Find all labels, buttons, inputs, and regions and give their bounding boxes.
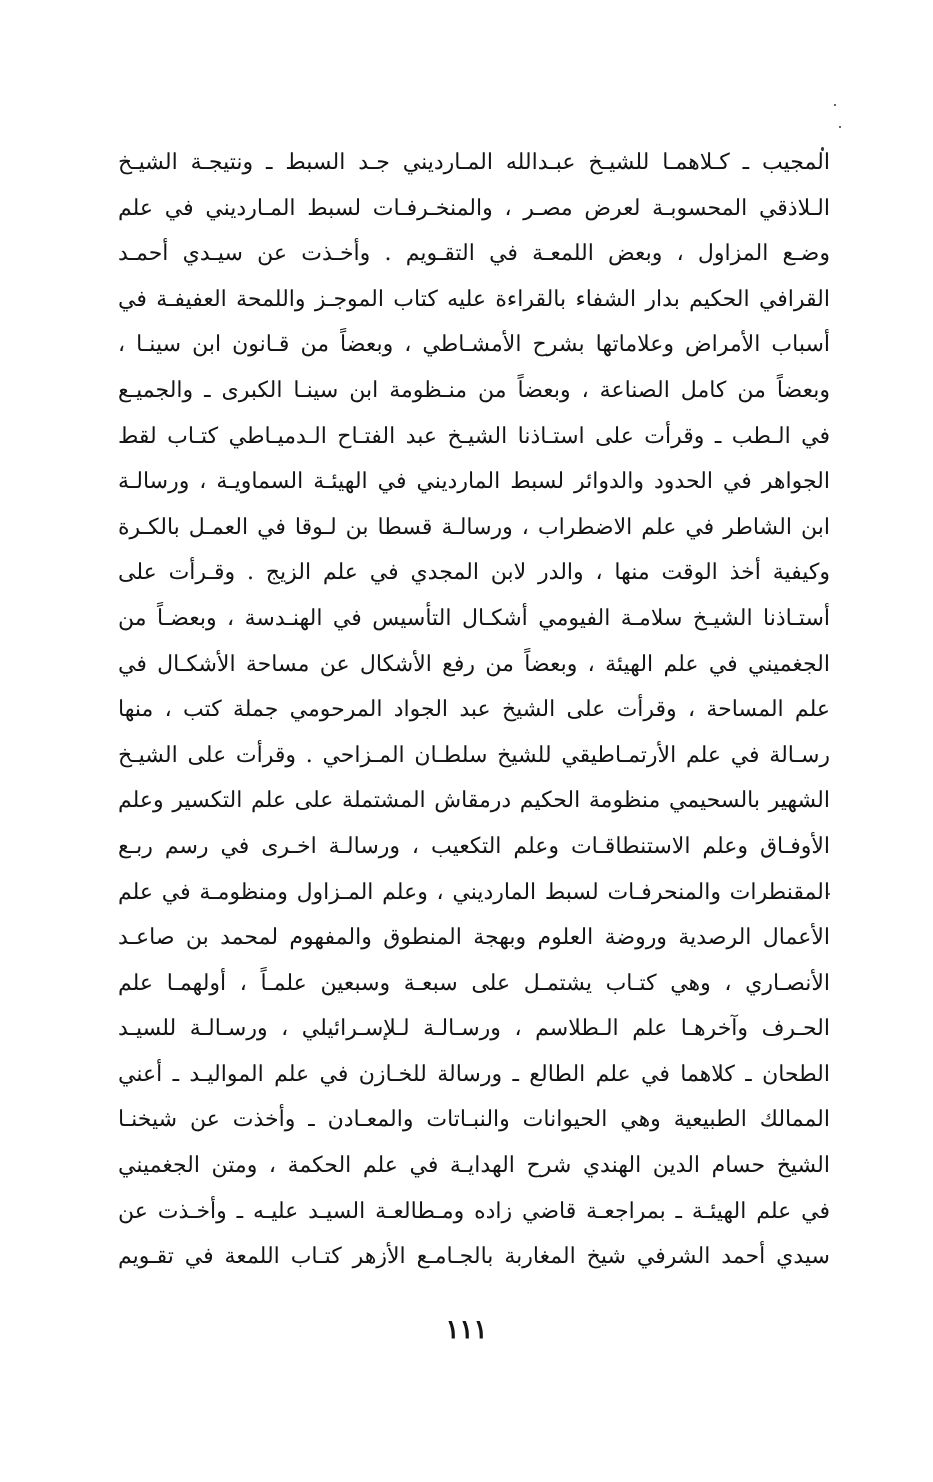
body-text bbox=[118, 140, 830, 1280]
text-line: الطحان ـ كلاهما في علم الطالع ـ ورسالة للخـازن في علم المواليـد ـ أعني bbox=[118, 1061, 830, 1087]
text-line: الأوفـاق وعلم الاستنطاقـات وعلم التكعيب ، ورسالـة اخـرى في رسم ربـع bbox=[118, 833, 830, 859]
text-line: في الـطب ـ وقرأت على استـاذنا الشيـخ عبد الفتـاح الـدميـاطي كتـاب لقط bbox=[118, 423, 830, 449]
text-line: في علم الهيئـة ـ بمراجعـة قاضي زاده ومـطالعـة السيـد عليـه ـ وأخـذت عن bbox=[118, 1198, 830, 1224]
text-line: ابن الشاطر في علم الاضطراب ، ورسالـة قسطا بن لـوقا في العمـل بالكـرة bbox=[118, 514, 830, 540]
text-line: الأعمال الرصدية وروضة العلوم وبهجة المنطوق والمفهوم لمحمد بن صاعـد bbox=[118, 925, 830, 951]
page-number: ١١١ bbox=[445, 1315, 488, 1345]
scan-speck bbox=[839, 126, 841, 128]
text-line: المجيب ـ كـلاهمـا للشيـخ عبـدالله المـارديني جـد السبط ـ ونتيجـة الشيـخ bbox=[118, 150, 830, 175]
text-line: الجواهر في الحدود والدوائر لسبط المارديني في الهيئـة السماويـة ، ورسالـة bbox=[118, 469, 830, 495]
text-line: علم المساحة ، وقرأت على الشيخ عبد الجواد المرحومي جملة كتب ، منها bbox=[118, 697, 830, 723]
text-line: القرافي الحكيم بدار الشفاء بالقراءة عليه كتاب الموجـز واللمحة العفيفـة في bbox=[118, 286, 830, 312]
text-line: وكيفية أخذ الوقت منها ، والدر لابن المجدي في علم الزيج . وقـرأت على bbox=[118, 560, 830, 586]
text-line: الجغميني في علم الهيئة ، وبعضاً من رفع الأشكال عن مساحة الأشكـال في bbox=[118, 651, 830, 677]
text-line: وبعضاً من كامل الصناعة ، وبعضاً من منـظومة ابن سينـا الكبرى ـ والجميـع bbox=[118, 377, 830, 403]
text-line: سيدي أحمد الشرفي شيخ المغاربة بالجـامـع الأزهر كتـاب اللمعة في تقـويم bbox=[118, 1244, 830, 1270]
text-line: رسـالة في علم الأرتمـاطيقي للشيخ سلطـان المـزاحي . وقرأت على الشيـخ bbox=[118, 742, 830, 768]
text-line: أستـاذنا الشيـخ سلامـة الفيومي أشكـال التأسيس في الهنـدسة ، وبعضـاً من bbox=[118, 605, 830, 631]
text-line: وضـع المزاول ، وبعض اللمعـة في التقـويم . وأخـذت عن سيـدي أحمـد bbox=[118, 241, 830, 267]
scan-speck bbox=[834, 104, 836, 106]
text-line: المقنطرات والمنحرفـات لسبط المارديني ، وعلم المـزاول ومنظومـة في علم bbox=[118, 879, 830, 905]
text-line: الحـرف وآخرهـا علم الـطلاسم ، ورسـالـة لـلإسـرائيلي ، ورسـالـة للسيـد bbox=[118, 1016, 830, 1042]
text-line: أسباب الأمراض وعلاماتها بشرح الأمشـاطي ، وبعضاً من قـانون ابن سينـا ، bbox=[118, 332, 830, 358]
text-line: الشهير بالسحيمي منظومة الحكيم درمقاش المشتملة على علم التكسير وعلم bbox=[118, 788, 830, 814]
text-line: الممالك الطبيعية وهي الحيوانات والنبـاتات والمعـادن ـ وأخذت عن شيخنـا bbox=[118, 1107, 830, 1133]
text-line: الـلاذقي المحسوبـة لعرض مصـر ، والمنخـرفـات لسبط المـارديني في علم bbox=[118, 195, 830, 221]
text-line: الأنصـاري ، وهي كتـاب يشتمـل على سبعـة وسبعين علمـاً ، أولهمـا علم bbox=[118, 970, 830, 996]
text-line: الشيخ حسام الدين الهندي شرح الهدايـة في علم الحكمة ، ومتن الجغميني bbox=[118, 1153, 830, 1179]
